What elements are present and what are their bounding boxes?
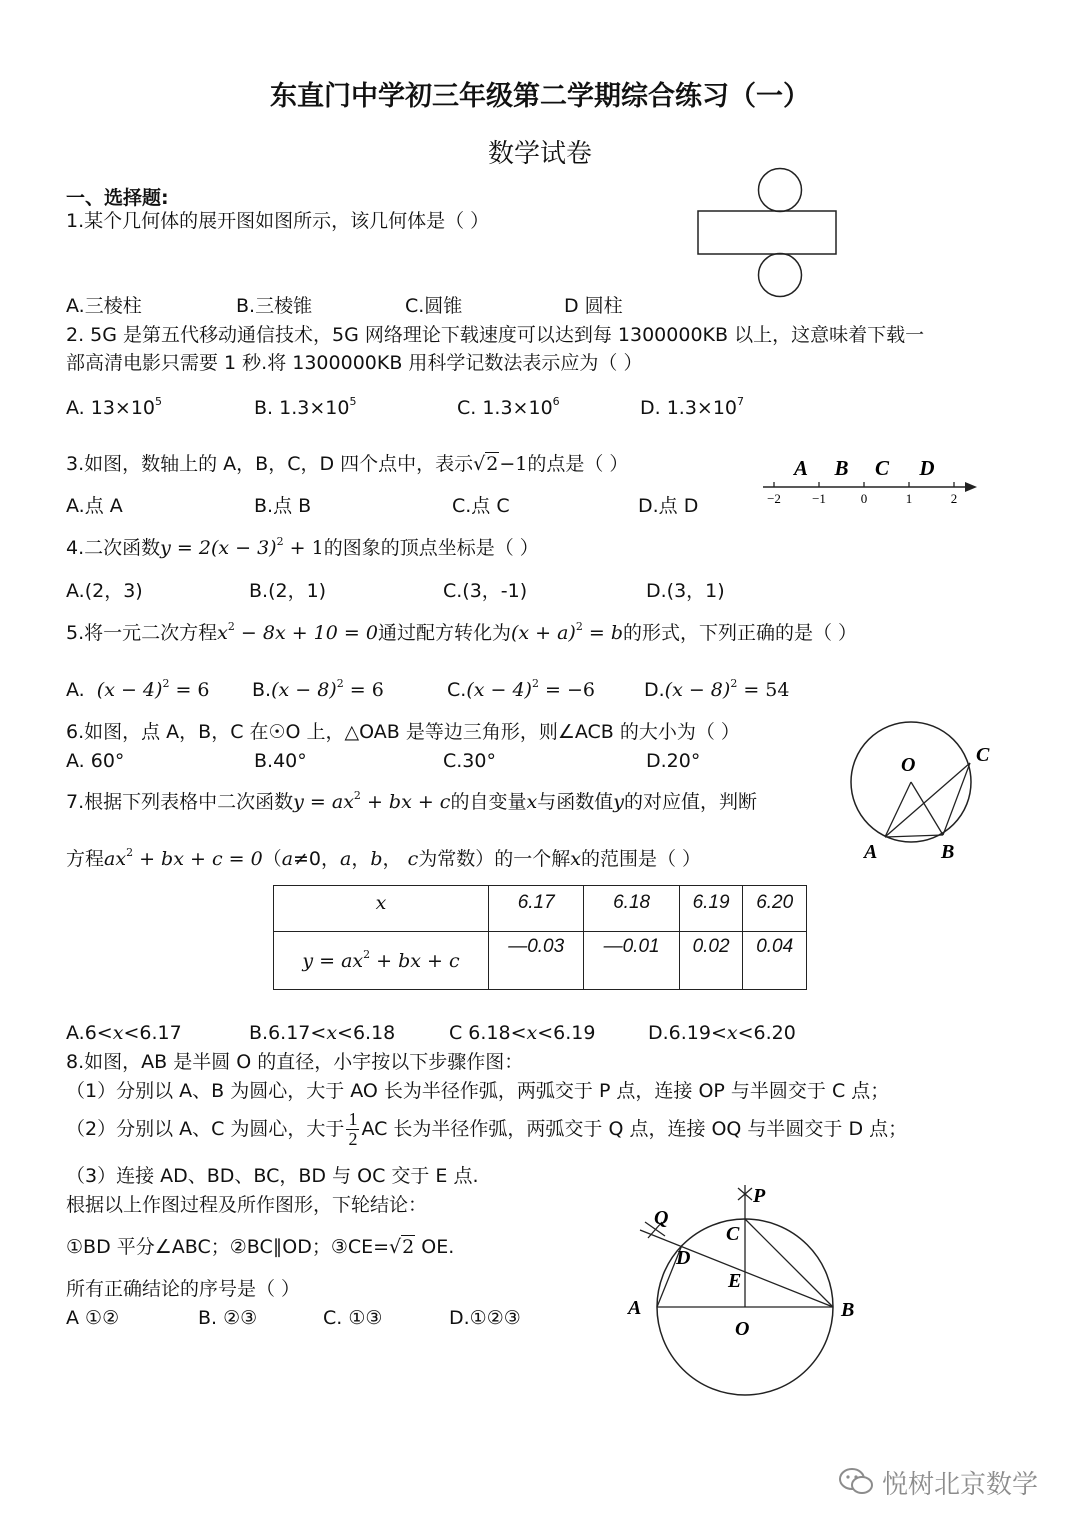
axis-point-label: C	[874, 456, 890, 480]
axis-tick-label: −1	[812, 491, 826, 506]
q8-stem: 8.如图，AB 是半圆 O 的直径，小宇按以下步骤作图：	[66, 1051, 524, 1073]
q8-label-b: B	[841, 1299, 855, 1321]
q1-stem: 1.某个几何体的展开图如图所示，该几何体是（ ）	[66, 210, 490, 232]
table-y-value: —0.01	[584, 932, 679, 990]
q6-label-b: B	[941, 841, 955, 863]
q6-stem: 6.如图，点 A，B，C 在☉O 上，△OAB 是等边三角形，则∠ACB 的大小为（ ）	[66, 721, 740, 743]
q8-label-e: E	[728, 1270, 742, 1292]
q8-label-q: Q	[654, 1207, 669, 1229]
table-x-value: 6.17	[489, 886, 584, 932]
q8-label-c: C	[726, 1223, 740, 1245]
table-y-value: 0.02	[679, 932, 743, 990]
q2-stem-line2: 部高清电影只需要 1 秒.将 1300000KB 用科学记数法表示应为（ ）	[66, 352, 643, 374]
q8-construction-figure	[620, 1170, 880, 1400]
q1-option-d[interactable]: D 圆柱	[564, 295, 623, 317]
watermark-text: 悦树北京数学	[882, 1470, 1039, 1500]
q3-number-line	[755, 450, 985, 510]
q1-option-b[interactable]: B.三棱锥	[236, 295, 313, 317]
q5-option-b[interactable]: $B.(x - 8)^2 = 6$	[252, 677, 384, 701]
q2-option-d[interactable]: D. $1.3\times 10^7$	[640, 395, 745, 419]
q1-option-a[interactable]: A.三棱柱	[66, 295, 142, 317]
q2-option-c[interactable]: C. $1.3\times 10^6$	[457, 395, 560, 419]
q8-option-b[interactable]: B. ②③	[198, 1307, 258, 1329]
q8-step3: （3）连接 AD、BD、BC，BD 与 OC 交于 E 点.	[66, 1165, 479, 1187]
q6-option-a[interactable]: A. 60°	[66, 750, 125, 772]
q3-stem: 3.如图，数轴上的 A，B，C，D 四个点中，表示√2−1的点是（ ）	[66, 453, 629, 475]
table-y-value: —0.03	[489, 932, 584, 990]
q1-option-c[interactable]: C.圆锥	[405, 295, 463, 317]
q5-stem: 5.将一元二次方程$x^2 - 8x + 10 = 0$通过配方转化为$(x + a)^2 = b$的形式，下列正确的是（ ）	[66, 620, 858, 644]
q3-option-b[interactable]: B.点 B	[254, 495, 312, 517]
q8-step1: （1）分别以 A、B 为圆心，大于 AO 长为半径作弧，两弧交于 P 点，连接 OP 与半圆交于 C 点；	[66, 1080, 890, 1102]
axis-tick-label: −2	[767, 491, 781, 506]
axis-tick-label: 1	[905, 491, 913, 506]
q6-option-d[interactable]: D.20°	[646, 750, 701, 772]
q6-option-c[interactable]: C.30°	[443, 750, 496, 772]
q4-stem: 4.二次函数$y = 2(x - 3)^2 + 1$的图象的顶点坐标是（ ）	[66, 535, 539, 559]
q8-step2: （2）分别以 A、C 为圆心，大于 $\frac{1}{2}$ AC 长为半径作弧，两弧交于 Q 点，连接 OQ 与半圆交于 D 点；	[66, 1109, 908, 1149]
q8-lead: 根据以上作图过程及所作图形，下轮结论：	[66, 1194, 428, 1216]
q4-option-d[interactable]: D.(3，1)	[646, 580, 725, 602]
q8-option-c[interactable]: C. ①③	[323, 1307, 383, 1329]
q7-stem-line2: 方程$ax^2$ + bx + c = 0（a≠0，a，b， c为常数）的一个解x的范围是（ ）	[66, 846, 702, 870]
q7-option-d[interactable]: D.6.19<x<6.20	[648, 1022, 796, 1044]
q8-label-a: A	[628, 1297, 642, 1319]
table-header-x: x	[274, 886, 489, 932]
q4-option-b[interactable]: B.(2，1)	[249, 580, 327, 602]
axis-point-label: B	[834, 456, 849, 480]
q7-option-c[interactable]: C 6.18<x<6.19	[449, 1022, 596, 1044]
q6-label-a: A	[864, 841, 878, 863]
q2-option-b[interactable]: B. $1.3\times 10^5$	[254, 395, 357, 419]
q7-value-table	[273, 885, 807, 990]
table-y-value: 0.04	[743, 932, 807, 990]
q6-label-c: C	[976, 744, 990, 766]
q8-label-o: O	[735, 1318, 750, 1340]
q8-conclusions: ①BD 平分∠ABC；②BC∥OD；③CE=√2 OE.	[66, 1236, 455, 1258]
axis-tick-label: 0	[860, 491, 868, 506]
page-title: 东直门中学初三年级第二学期综合练习（一）	[270, 81, 810, 112]
table-x-value: 6.18	[584, 886, 679, 932]
q3-option-a[interactable]: A.点 A	[66, 495, 123, 517]
q6-circle-figure	[845, 730, 1025, 870]
q2-stem-line1: 2. 5G 是第五代移动通信技术，5G 网络理论下载速度可以达到每 1300000KB 以上，这意味着下载一	[66, 324, 925, 346]
q3-option-c[interactable]: C.点 C	[452, 495, 510, 517]
q8-ask: 所有正确结论的序号是（ ）	[66, 1278, 301, 1300]
q6-option-b[interactable]: B.40°	[254, 750, 307, 772]
q5-option-d[interactable]: $D.(x - 8)^2 = 54$	[644, 677, 790, 701]
q7-stem-line1: 7.根据下列表格中二次函数$y = ax^2$ + bx + c的自变量x与函数值y的对应值，判断	[66, 789, 757, 813]
table-x-value: 6.20	[743, 886, 807, 932]
q7-option-a[interactable]: A.6<x<6.17	[66, 1022, 182, 1044]
q8-option-d[interactable]: D.①②③	[449, 1307, 521, 1329]
q8-option-a[interactable]: A ①②	[66, 1307, 120, 1329]
page-subtitle: 数学试卷	[487, 139, 592, 169]
q2-option-a[interactable]: A. $13\times 10^5$	[66, 395, 163, 419]
table-x-value: 6.19	[679, 886, 743, 932]
wechat-icon	[838, 1466, 874, 1496]
fraction-one-half: $\frac{1}{2}$	[348, 1109, 358, 1149]
q8-label-p: P	[753, 1185, 766, 1207]
sqrt-expression: √2−1	[473, 453, 528, 475]
q4-option-c[interactable]: C.(3，-1)	[443, 580, 528, 602]
q4-option-a[interactable]: A.(2，3)	[66, 580, 143, 602]
axis-tick-label: 2	[950, 491, 958, 506]
q3-option-d[interactable]: D.点 D	[638, 495, 699, 517]
q5-option-a[interactable]: A. $(x - 4)^2 = 6$	[66, 677, 210, 701]
q1-net-figure	[690, 165, 850, 300]
q5-option-c[interactable]: $C.(x - 4)^2 = -6$	[447, 677, 595, 701]
axis-point-label: D	[919, 456, 935, 480]
q7-option-b[interactable]: B.6.17<x<6.18	[249, 1022, 396, 1044]
q6-label-o: O	[901, 754, 916, 776]
axis-point-label: A	[793, 456, 809, 480]
q8-label-d: D	[676, 1247, 691, 1269]
table-row-label: $y = ax^2$ + bx + c	[274, 932, 489, 990]
section-heading: 一、选择题:	[66, 187, 169, 209]
